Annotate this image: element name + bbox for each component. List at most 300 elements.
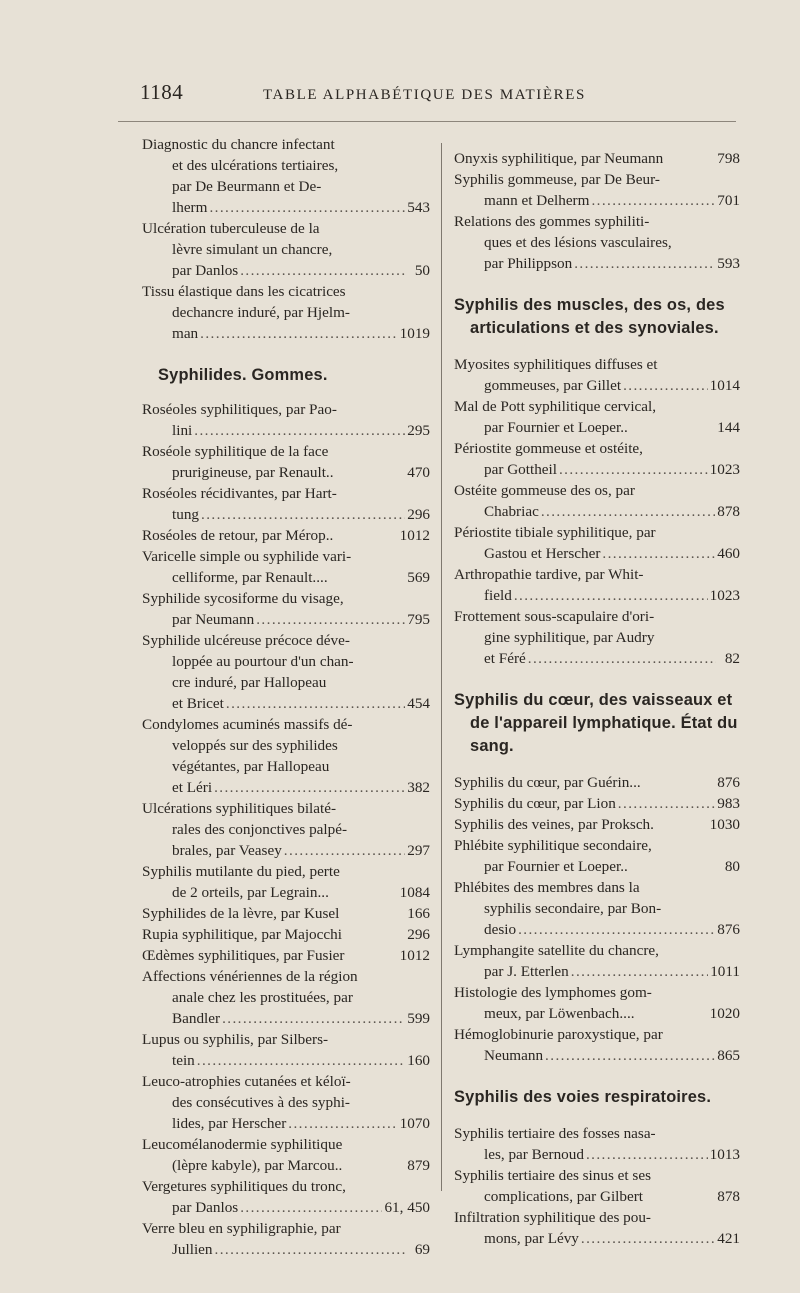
entry-line (454, 148, 740, 169)
dot-leader (192, 420, 405, 441)
page-reference: 1023 (709, 461, 740, 478)
right-column (454, 134, 740, 1249)
entry-line (142, 239, 430, 260)
entry-text: des consécutives à des syphi- (172, 1094, 350, 1111)
entry-line (454, 712, 740, 735)
dot-leader (238, 260, 406, 281)
page-reference: 1020 (709, 1005, 740, 1022)
entry-line (142, 364, 430, 387)
entry-text: les, par Bernoud (484, 1146, 584, 1163)
entry-text: loppée au pourtour d'un chan- (172, 653, 354, 670)
entry-text: rales des conjonctives palpé- (172, 821, 348, 838)
section-heading-text: Syphilis des muscles, des os, des (454, 296, 725, 314)
entry-text: Roséoles de retour, par Mérop.. (142, 527, 334, 544)
entry-line (142, 966, 430, 987)
index-entry (142, 903, 430, 924)
entry-line (142, 903, 430, 924)
index-entry (142, 281, 430, 344)
entry-line (454, 1024, 740, 1045)
entry-text: par Gottheil (484, 461, 557, 478)
entry-line (454, 543, 740, 564)
page-reference: 470 (407, 464, 430, 481)
entry-text: dechancre induré, par Hjelm- (172, 304, 350, 321)
entry-line (454, 564, 740, 585)
entry-text: par Danlos (172, 1199, 239, 1216)
page-reference: 166 (407, 905, 430, 922)
entry-line (142, 260, 430, 281)
index-entry (454, 480, 740, 522)
index-entry (454, 772, 740, 793)
entry-text: Bandler (172, 1010, 221, 1027)
index-entry (454, 211, 740, 274)
entry-text: par J. Etterlen (484, 963, 569, 980)
entry-line (142, 882, 430, 903)
entry-line (454, 735, 740, 758)
entry-line (454, 689, 740, 712)
running-title: TABLE ALPHABÉTIQUE DES MATIÈRES (263, 87, 586, 103)
index-entry (142, 1218, 430, 1260)
index-entry (142, 924, 430, 945)
entry-line (142, 567, 430, 588)
entry-line (142, 630, 430, 651)
page-reference: 1030 (709, 816, 740, 833)
page-reference: 983 (717, 795, 740, 812)
entry-text: prurigineuse, par Renault.. (172, 464, 334, 481)
entry-line (142, 483, 430, 504)
entry-line (142, 1050, 430, 1071)
entry-line (142, 1029, 430, 1050)
entry-line (142, 546, 430, 567)
page-reference: 69 (414, 1241, 430, 1258)
entry-text: Condylomes acuminés massifs dé- (142, 716, 353, 733)
dot-leader (212, 777, 405, 798)
page-reference: 795 (407, 611, 430, 628)
entry-line (454, 480, 740, 501)
entry-text: Vergetures syphilitiques du tronc, (142, 1178, 346, 1195)
dot-leader (213, 1239, 407, 1260)
dot-leader (516, 919, 715, 940)
entry-text: Périostite tibiale syphilitique, par (454, 524, 656, 541)
entry-line (454, 1045, 740, 1066)
entry-text: de 2 orteils, par Legrain... (172, 884, 329, 901)
entry-text: desio (484, 921, 517, 938)
dot-leader (621, 375, 708, 396)
entry-text: Infiltration syphilitique des pou- (454, 1209, 651, 1226)
entry-text: Tissu élastique dans les cicatrices (142, 283, 346, 300)
index-entry (454, 354, 740, 396)
entry-text: man (172, 325, 199, 342)
dot-leader (220, 1008, 405, 1029)
entry-text: Relations des gommes syphiliti- (454, 213, 650, 230)
page-reference: 878 (717, 1188, 740, 1205)
index-entry (142, 218, 430, 281)
index-entry (454, 1024, 740, 1066)
page-reference: 144 (717, 419, 740, 436)
entry-text: par Fournier et Loeper.. (484, 419, 628, 436)
page-reference: 295 (407, 422, 430, 439)
entry-line (454, 1186, 740, 1207)
section-heading-text: articulations et des synoviales. (470, 319, 719, 337)
entry-text: complications, par Gilbert (484, 1188, 644, 1205)
page-reference: 61, 450 (384, 1199, 430, 1216)
entry-text: brales, par Veasey (172, 842, 282, 859)
entry-text: Syphilide sycosiforme du visage, (142, 590, 344, 607)
page-reference: 50 (414, 262, 430, 279)
dot-leader (224, 693, 405, 714)
index-entry (142, 945, 430, 966)
page-reference: 569 (407, 569, 430, 586)
entry-line (142, 420, 430, 441)
entry-text: Syphilis mutilante du pied, perte (142, 863, 340, 880)
page-reference: 1014 (709, 377, 740, 394)
entry-text: Arthropathie tardive, par Whit- (454, 566, 644, 583)
page-reference: 865 (717, 1047, 740, 1064)
entry-text: Roséole syphilitique de la face (142, 443, 329, 460)
dot-leader (557, 459, 708, 480)
index-entry (454, 564, 740, 606)
page-reference: 296 (407, 926, 430, 943)
dot-leader (198, 323, 397, 344)
page-reference: 421 (717, 1230, 740, 1247)
entry-line (454, 940, 740, 961)
index-entry (454, 438, 740, 480)
dot-leader (616, 793, 715, 814)
entry-line (454, 877, 740, 898)
entry-text: lini (172, 422, 193, 439)
entry-line (142, 155, 430, 176)
dot-leader (195, 1050, 405, 1071)
entry-text: Gastou et Herscher (484, 545, 601, 562)
entry-line (142, 714, 430, 735)
entry-line (142, 1113, 430, 1134)
page-reference: 1013 (709, 1146, 740, 1163)
entry-line (454, 396, 740, 417)
entry-line (454, 856, 740, 877)
entry-text: Leucomélanodermie syphilitique (142, 1136, 343, 1153)
entry-line (454, 354, 740, 375)
index-entry (142, 134, 430, 218)
entry-text: Phlébites des membres dans la (454, 879, 640, 896)
page-reference: 1012 (399, 947, 430, 964)
entry-line (454, 459, 740, 480)
entry-line (454, 1207, 740, 1228)
page-reference: 460 (717, 545, 740, 562)
section-heading (454, 294, 740, 340)
entry-text: Neumann (484, 1047, 544, 1064)
entry-line (142, 1008, 430, 1029)
entry-text: (lèpre kabyle), par Marcou.. (172, 1157, 343, 1174)
entry-line (142, 945, 430, 966)
page-reference: 593 (717, 255, 740, 272)
entry-text: et des ulcérations tertiaires, (172, 157, 339, 174)
dot-leader (543, 1045, 715, 1066)
entry-text: Myosites syphilitiques diffuses et (454, 356, 658, 373)
dot-leader (589, 190, 715, 211)
page-reference: 1019 (399, 325, 430, 342)
entry-text: celliforme, par Renault.... (172, 569, 328, 586)
dot-leader (254, 609, 405, 630)
index-entry (142, 525, 430, 546)
entry-line (142, 756, 430, 777)
entry-text: Lupus ou syphilis, par Silbers- (142, 1031, 329, 1048)
dot-leader (539, 501, 715, 522)
dot-leader (282, 840, 405, 861)
entry-text: par Neumann (172, 611, 255, 628)
entry-text: lèvre simulant un chancre, (172, 241, 333, 258)
entry-text: Ulcération tuberculeuse de la (142, 220, 320, 237)
entry-line (454, 232, 740, 253)
index-entry (454, 982, 740, 1024)
entry-line (454, 1165, 740, 1186)
entry-text: tein (172, 1052, 195, 1069)
entry-text: et Féré (484, 650, 526, 667)
entry-text: par De Beurmann et De- (172, 178, 322, 195)
entry-text: mann et Delherm (484, 192, 590, 209)
entry-line (142, 1176, 430, 1197)
entry-line (454, 898, 740, 919)
dot-leader (579, 1228, 715, 1249)
section-heading-text: de l'appareil lymphatique. État du (470, 714, 738, 732)
entry-line (454, 211, 740, 232)
entry-text: Affections vénériennes de la région (142, 968, 358, 985)
entry-line (454, 648, 740, 669)
entry-line (142, 924, 430, 945)
dot-leader (207, 197, 405, 218)
page-header (140, 80, 740, 110)
entry-line (142, 197, 430, 218)
index-entry (454, 169, 740, 211)
index-entry (454, 1207, 740, 1249)
page-reference: 599 (407, 1010, 430, 1027)
entry-text: Ulcérations syphilitiques bilaté- (142, 800, 337, 817)
dot-leader (600, 543, 715, 564)
entry-text: et Bricet (172, 695, 224, 712)
entry-line (454, 1003, 740, 1024)
entry-line (142, 281, 430, 302)
entry-text: field (484, 587, 512, 604)
page-reference: 82 (724, 650, 740, 667)
entry-line (454, 375, 740, 396)
entry-text: Hémoglobinurie paroxystique, par (454, 1026, 663, 1043)
dot-leader (526, 648, 716, 669)
section-heading (454, 689, 740, 758)
index-entry (142, 1029, 430, 1071)
entry-text: Syphilis gommeuse, par De Beur- (454, 171, 660, 188)
index-entry (454, 940, 740, 982)
entry-line (454, 522, 740, 543)
entry-line (454, 1123, 740, 1144)
index-entry (454, 1165, 740, 1207)
entry-text: Ostéite gommeuse des os, par (454, 482, 635, 499)
index-entry (142, 441, 430, 483)
index-entry (454, 814, 740, 835)
entry-line (142, 302, 430, 323)
index-entry (142, 1176, 430, 1218)
index-entry (454, 1123, 740, 1165)
index-entry (454, 606, 740, 669)
entry-line (454, 253, 740, 274)
dot-leader (286, 1113, 397, 1134)
entry-line (142, 1071, 430, 1092)
index-entry (142, 546, 430, 588)
entry-line (142, 218, 430, 239)
index-entry (454, 396, 740, 438)
dot-leader (572, 253, 715, 274)
entry-line (142, 840, 430, 861)
entry-line (454, 501, 740, 522)
entry-text: Rupia syphilitique, par Majocchi (142, 926, 342, 943)
entry-text: Phlébite syphilitique secondaire, (454, 837, 652, 854)
entry-text: meux, par Löwenbach.... (484, 1005, 635, 1022)
entry-text: Chabriac (484, 503, 539, 520)
entry-line (454, 294, 740, 317)
entry-text: mons, par Lévy (484, 1230, 579, 1247)
entry-line (454, 417, 740, 438)
entry-line (142, 672, 430, 693)
entry-line (142, 1197, 430, 1218)
entry-line (142, 588, 430, 609)
entry-text: par Danlos (172, 262, 239, 279)
entry-line (454, 627, 740, 648)
entry-text: Syphilis des veines, par Proksch. (454, 816, 654, 833)
entry-text: Syphilis du cœur, par Lion (454, 795, 616, 812)
index-entry (454, 148, 740, 169)
entry-text: Roséoles récidivantes, par Hart- (142, 485, 337, 502)
entry-line (454, 190, 740, 211)
entry-line (454, 317, 740, 340)
entry-line (142, 462, 430, 483)
entry-line (142, 1239, 430, 1260)
column-divider (441, 143, 442, 1191)
page-reference: 1012 (399, 527, 430, 544)
page-reference: 297 (407, 842, 430, 859)
entry-text: Frottement sous-scapulaire d'ori- (454, 608, 655, 625)
index-entry (142, 1071, 430, 1134)
entry-text: Onyxis syphilitique, par Neumann (454, 150, 664, 167)
dot-leader (569, 961, 708, 982)
entry-text: gine syphilitique, par Audry (484, 629, 655, 646)
entry-line (142, 323, 430, 344)
entry-line (454, 585, 740, 606)
header-rule (118, 121, 736, 122)
entry-line (454, 606, 740, 627)
entry-line (142, 651, 430, 672)
page-number: 1184 (140, 80, 184, 104)
entry-line (142, 525, 430, 546)
entry-line (142, 399, 430, 420)
section-heading-text: Syphilis du cœur, des vaisseaux et (454, 691, 733, 709)
page-reference: 1084 (399, 884, 430, 901)
entry-line (454, 961, 740, 982)
entry-text: Syphilis tertiaire des fosses nasa- (454, 1125, 656, 1142)
entry-text: anale chez les prostituées, par (172, 989, 353, 1006)
entry-text: syphilis secondaire, par Bon- (484, 900, 662, 917)
entry-text: Périostite gommeuse et ostéite, (454, 440, 643, 457)
index-entry (454, 793, 740, 814)
entry-text: Syphilis tertiaire des sinus et ses (454, 1167, 651, 1184)
entry-line (142, 798, 430, 819)
entry-line (142, 987, 430, 1008)
entry-text: Mal de Pott syphilitique cervical, (454, 398, 657, 415)
entry-line (454, 1144, 740, 1165)
entry-text: végétantes, par Hallopeau (172, 758, 330, 775)
entry-text: Diagnostic du chancre infectant (142, 136, 335, 153)
page-reference: 296 (407, 506, 430, 523)
entry-text: Verre bleu en syphiligraphie, par (142, 1220, 341, 1237)
index-entry (454, 522, 740, 564)
page-reference: 1070 (399, 1115, 430, 1132)
entry-line (142, 441, 430, 462)
page-reference: 879 (407, 1157, 430, 1174)
dot-leader (512, 585, 708, 606)
entry-text: veloppés sur des syphilides (172, 737, 338, 754)
entry-text: lides, par Herscher (172, 1115, 287, 1132)
entry-line (454, 982, 740, 1003)
dot-leader (199, 504, 405, 525)
page-reference: 701 (717, 192, 740, 209)
index-entry (142, 483, 430, 525)
index-entry (142, 714, 430, 798)
entry-line (142, 693, 430, 714)
index-entry (142, 861, 430, 903)
entry-line (454, 169, 740, 190)
entry-text: Leuco-atrophies cutanées et kéloï- (142, 1073, 351, 1090)
entry-text: ques et des lésions vasculaires, (484, 234, 672, 251)
entry-text: cre induré, par Hallopeau (172, 674, 327, 691)
entry-text: Syphilide ulcéreuse précoce déve- (142, 632, 350, 649)
entry-text: et Léri (172, 779, 213, 796)
entry-line (454, 814, 740, 835)
entry-line (142, 134, 430, 155)
section-heading (454, 1086, 740, 1109)
entry-text: Lymphangite satellite du chancre, (454, 942, 659, 959)
index-entry (142, 1134, 430, 1176)
entry-line (142, 176, 430, 197)
index-entry (454, 877, 740, 940)
entry-line (142, 504, 430, 525)
page-reference: 876 (717, 774, 740, 791)
page-reference: 80 (724, 858, 740, 875)
entry-text: Syphilides de la lèvre, par Kusel (142, 905, 340, 922)
section-heading-text: Syphilis des voies respiratoires. (454, 1088, 712, 1106)
page-reference: 454 (407, 695, 430, 712)
index-entry (454, 835, 740, 877)
section-heading-text: sang. (470, 737, 514, 755)
entry-text: lherm (172, 199, 208, 216)
entry-text: par Fournier et Loeper.. (484, 858, 628, 875)
entry-line (142, 819, 430, 840)
entry-line (454, 772, 740, 793)
page-reference: 160 (407, 1052, 430, 1069)
entry-text: Syphilis du cœur, par Guérin... (454, 774, 641, 791)
entry-text: par Philippson (484, 255, 573, 272)
index-entry (142, 630, 430, 714)
entry-text: Jullien (172, 1241, 213, 1258)
page-reference: 382 (407, 779, 430, 796)
page-reference: 1011 (710, 963, 740, 980)
entry-line (454, 835, 740, 856)
entry-text: Œdèmes syphilitiques, par Fusier (142, 947, 345, 964)
entry-text: Varicelle simple ou syphilide vari- (142, 548, 352, 565)
entry-line (454, 438, 740, 459)
page-reference: 1023 (709, 587, 740, 604)
index-entry (142, 798, 430, 861)
section-heading-text: Syphilides. Gommes. (158, 366, 328, 384)
left-column (142, 134, 430, 1260)
entry-line (142, 735, 430, 756)
page-reference: 543 (407, 199, 430, 216)
dot-leader (584, 1144, 708, 1165)
